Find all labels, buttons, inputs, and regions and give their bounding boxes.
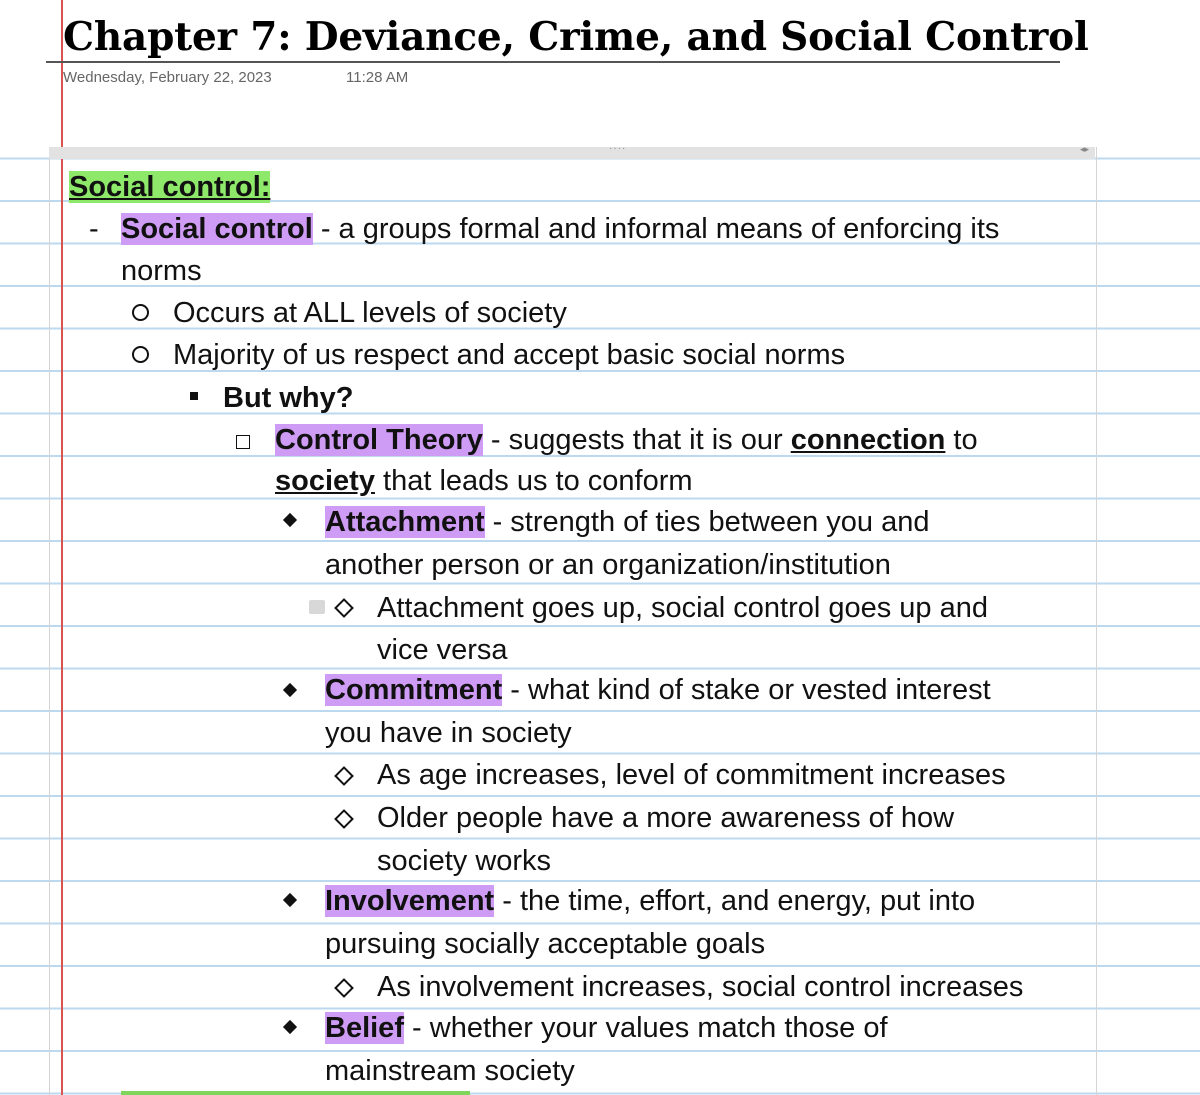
list-item-cont[interactable]: society works	[377, 845, 552, 877]
page-date: Wednesday, February 22, 2023	[63, 69, 272, 86]
term-attachment: Attachment	[325, 506, 485, 538]
control-theory-text: - suggests that it is our	[482, 424, 791, 456]
page-title[interactable]: Chapter 7: Deviance, Crime, and Social Control	[63, 14, 1089, 60]
term-involvement: Involvement	[325, 885, 495, 917]
commitment-text: - what kind of stake or vested interest	[502, 674, 991, 706]
control-theory-text: to	[945, 424, 978, 456]
next-heading-highlight	[121, 1091, 470, 1095]
resize-arrows-icon[interactable]: ◂▸	[1079, 144, 1089, 154]
list-item-involvement-cont[interactable]: pursuing socially acceptable goals	[325, 928, 766, 960]
list-item-belief[interactable]	[325, 1007, 888, 1049]
definition-text: - a groups formal and informal means of enforcing its	[312, 213, 1000, 245]
checkbox-bullet-icon[interactable]	[236, 435, 250, 449]
square-bullet-icon	[190, 392, 198, 400]
list-item-commitment-cont[interactable]: you have in society	[325, 717, 572, 749]
involvement-text: - the time, effort, and energy, put into	[494, 885, 976, 917]
emphasis-connection: connection	[790, 424, 946, 456]
term-control-theory: Control Theory	[275, 424, 483, 456]
section-heading-text: Social control:	[69, 171, 271, 203]
belief-text: - whether your values match those of	[403, 1012, 888, 1044]
title-underline	[46, 61, 1060, 63]
list-item[interactable]: Attachment goes up, social control goes up and	[377, 592, 988, 624]
note-container-handle[interactable]	[49, 143, 1095, 159]
list-item-question[interactable]: But why?	[223, 382, 354, 414]
list-item[interactable]: As age increases, level of commitment increases	[377, 759, 1006, 791]
page-time: 11:28 AM	[346, 69, 409, 86]
list-item-belief-cont[interactable]: mainstream society	[325, 1055, 575, 1087]
emphasis-society: society	[275, 465, 375, 497]
term-commitment: Commitment	[325, 674, 503, 706]
list-item[interactable]: Occurs at ALL levels of society	[173, 297, 567, 329]
circle-bullet-icon	[132, 304, 149, 321]
list-item[interactable]: Majority of us respect and accept basic social norms	[173, 339, 846, 371]
circle-bullet-icon	[132, 346, 149, 363]
list-item-definition-cont[interactable]: norms	[121, 255, 202, 287]
list-item[interactable]: Older people have a more awareness of how	[377, 802, 955, 834]
list-item[interactable]: As involvement increases, social control increases	[377, 971, 1024, 1003]
list-item-commitment[interactable]	[325, 669, 991, 711]
list-item-cont[interactable]: vice versa	[377, 634, 508, 666]
control-theory-text: that leads us to conform	[374, 465, 693, 497]
attachment-text: - strength of ties between you and	[484, 506, 930, 538]
list-item-attachment[interactable]	[325, 501, 929, 543]
list-item-control-theory-cont[interactable]	[275, 460, 693, 502]
list-item-control-theory[interactable]	[275, 419, 978, 461]
paragraph-handle-icon[interactable]	[309, 600, 325, 614]
term-social-control: Social control	[121, 213, 313, 245]
drag-handle-icon[interactable]: ····	[609, 143, 627, 154]
term-belief: Belief	[325, 1012, 404, 1044]
list-item-definition[interactable]	[121, 208, 999, 250]
dash-bullet-icon: -	[89, 213, 99, 245]
list-item-attachment-cont[interactable]: another person or an organization/institution	[325, 549, 891, 581]
section-heading[interactable]	[69, 166, 270, 208]
list-item-involvement[interactable]	[325, 880, 975, 922]
